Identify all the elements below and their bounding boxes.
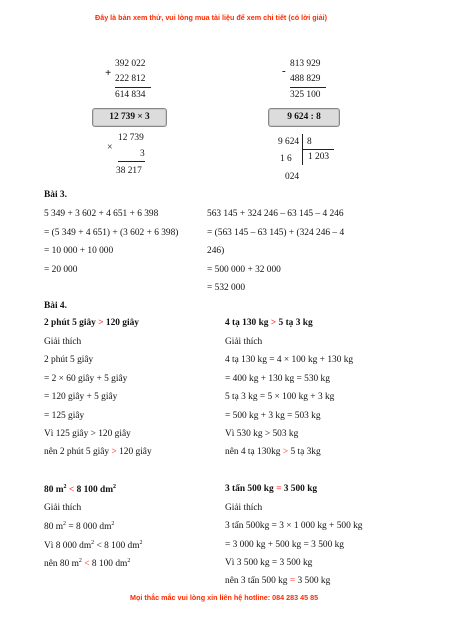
ex3-right-line-5: = 532 000 bbox=[207, 283, 246, 293]
q4-line: Giải thích bbox=[225, 503, 263, 513]
quotient-rule bbox=[302, 149, 334, 150]
division-label-box: 9 624 : 8 bbox=[268, 108, 340, 127]
difference-rule bbox=[290, 87, 326, 88]
q2-statement: 4 tạ 130 kg > 5 tạ 3 kg bbox=[225, 318, 313, 328]
plus-sign: + bbox=[105, 67, 112, 79]
q2-line: = 400 kg + 130 kg = 530 kg bbox=[225, 374, 330, 384]
q1-conclusion: nên 2 phút 5 giây > 120 giây bbox=[44, 447, 152, 457]
q1-line: Vì 125 giây > 120 giây bbox=[44, 429, 131, 439]
ex3-right-line-4: = 500 000 + 32 000 bbox=[207, 265, 281, 275]
q1-line: = 120 giây + 5 giây bbox=[44, 392, 118, 402]
q3-statement: 80 $m^2 < 8$ 100 $dm^2$ bbox=[44, 484, 117, 496]
q3-line: Vì 8 000 $dm^2 < 8$ 100 $dm^2$ bbox=[44, 540, 143, 552]
ex3-left-line-2: = (5 349 + 4 651) + (3 602 + 6 398) bbox=[44, 228, 179, 238]
sum-result: 614 834 bbox=[115, 90, 146, 100]
q2-line: Vì 530 kg > 503 kg bbox=[225, 429, 299, 439]
minus-sign: - bbox=[282, 65, 286, 77]
addend-1: 392 022 bbox=[115, 59, 146, 69]
q1-line: = 125 giây bbox=[44, 411, 85, 421]
addend-2: 222 812 bbox=[115, 74, 146, 84]
ex3-right-line-1: 563 145 + 324 246 – 63 145 – 4 246 bbox=[207, 209, 344, 219]
ex3-right-line-2: = (563 145 – 63 145) + (324 246 – 4 bbox=[207, 228, 345, 238]
q3-conclusion: nên 80 $m^2 < 8$ 100 $dm^2$ bbox=[44, 558, 131, 570]
q1-line: = 2 × 60 giây + 5 giây bbox=[44, 374, 128, 384]
q4-line: 3 tấn 500kg = 3 × 1 000 kg + 500 kg bbox=[225, 521, 363, 531]
divisor: 8 bbox=[307, 137, 312, 147]
sum-rule bbox=[115, 87, 151, 88]
times-sign: × bbox=[107, 142, 113, 153]
q2-line: 5 tạ 3 kg = 5 × 100 kg + 3 kg bbox=[225, 392, 335, 402]
product-rule bbox=[118, 161, 145, 162]
ex3-left-line-1: 5 349 + 3 602 + 4 651 + 6 398 bbox=[44, 209, 159, 219]
quotient: 1 203 bbox=[308, 152, 330, 162]
exercise-4-title: Bài 4. bbox=[44, 301, 67, 311]
q4-line: = 3 000 kg + 500 kg = 3 500 kg bbox=[225, 540, 344, 550]
preview-banner: Đây là bản xem thử, vui lòng mua tài liệu để xem chi tiết (có lời giải) bbox=[95, 13, 327, 22]
product-result: 38 217 bbox=[116, 166, 142, 176]
multiplier: 3 bbox=[140, 149, 145, 159]
q1-statement: 2 phút 5 giây > 120 giây bbox=[44, 318, 139, 328]
q2-conclusion: nên 4 tạ 130kg > 5 tạ 3kg bbox=[225, 447, 321, 457]
q4-conclusion: nên 3 tấn 500 kg = 3 500 kg bbox=[225, 576, 331, 586]
ex3-right-line-3: 246) bbox=[207, 246, 225, 256]
q3-line: Giải thích bbox=[44, 503, 82, 513]
difference-result: 325 100 bbox=[290, 90, 321, 100]
q4-statement: 3 tấn 500 kg = 3 500 kg bbox=[225, 484, 318, 494]
final-remainder: 024 bbox=[285, 172, 300, 182]
multiplication-label-box: 12 739 × 3 bbox=[92, 108, 167, 127]
ex3-left-line-4: = 20 000 bbox=[44, 265, 78, 275]
q1-line: 2 phút 5 giây bbox=[44, 355, 94, 365]
q2-line: 4 tạ 130 kg = 4 × 100 kg + 130 kg bbox=[225, 355, 354, 365]
q1-line: Giải thích bbox=[44, 337, 82, 347]
subtrahend: 488 829 bbox=[290, 74, 321, 84]
minuend: 813 929 bbox=[290, 59, 321, 69]
q4-line: Vì 3 500 kg = 3 500 kg bbox=[225, 558, 313, 568]
q2-line: Giải thích bbox=[225, 337, 263, 347]
q2-line: = 500 kg + 3 kg = 503 kg bbox=[225, 411, 321, 421]
exercise-3-title: Bài 3. bbox=[44, 190, 67, 200]
multiplicand: 12 739 bbox=[118, 133, 144, 143]
hotline-banner: Mọi thắc mắc vui lòng xin liên hệ hotline: 084 283 45 85 bbox=[130, 593, 319, 602]
q3-line: 80 $m^2 = 8$ 000 $dm^2$ bbox=[44, 521, 115, 533]
ex3-left-line-3: = 10 000 + 10 000 bbox=[44, 246, 114, 256]
partial-remainder: 1 6 bbox=[280, 154, 292, 164]
dividend: 9 624 bbox=[278, 137, 300, 147]
